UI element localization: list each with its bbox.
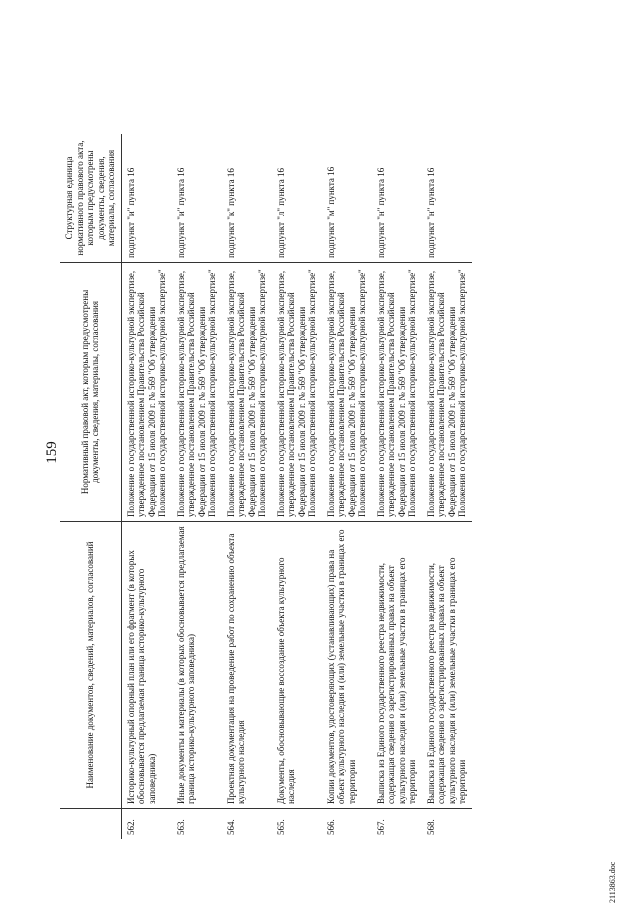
header-number (60, 809, 121, 840)
row-unit: подпункт "м" пункта 16 (322, 134, 372, 263)
row-act: Положение о государственной историко-культурной экспертизе, утвержденное постановлением Правительства Российской Федерации от 15 июля 2009 г. № 569 "Об утверждении Положения о государственной историко-культурной экспертизе" (121, 263, 172, 522)
row-unit: подпункт "к" пункта 16 (222, 134, 272, 263)
table-row (172, 134, 222, 839)
row-act: Положение о государственной историко-культурной экспертизе, утвержденное постановлением Правительства Российской Федерации от 15 июля 2009 г. № 569 "Об утверждении Положения о государственной историко-культурной экспертизе" (422, 263, 472, 522)
page-number: 159 (44, 441, 60, 464)
table-row (322, 134, 372, 839)
row-act: Положение о государственной историко-культурной экспертизе, утвержденное постановлением Правительства Российской Федерации от 15 июля 2009 г. № 569 "Об утверждении Положения о государственной историко-культурной экспертизе" (372, 263, 422, 522)
table-header-row (60, 134, 121, 839)
row-name: Документы, обосновывающие воссоздание объекта культурного наследия (272, 522, 322, 809)
row-number: 562. (125, 819, 136, 835)
row-number: 567. (375, 819, 386, 835)
table-row (121, 134, 172, 839)
row-unit: подпункт "л" пункта 16 (272, 134, 322, 263)
table-row (422, 134, 472, 839)
row-name: Выписка из Единого государственного реестра недвижимости, содержащая сведения о зарегистрированных правах на объект культурного наследия и (или) земельные участки в границах его территории (372, 522, 422, 809)
row-number: 566. (325, 819, 336, 835)
row-name: Копии документов, удостоверяющих (устанавливающих) права на объект культурного наследия и (или) земельные участки в границах его территории (322, 522, 372, 809)
row-name: Проектная документация на проведение работ по сохранению объекта культурного наследия (222, 522, 272, 809)
row-number: 563. (175, 819, 186, 835)
row-unit: подпункт "и" пункта 16 (172, 134, 222, 263)
header-act: Нормативный правовой акт, которым предусмотрены документы, сведения, материалы, согласования (60, 263, 121, 522)
footer-filename: 2113863.doc (608, 861, 617, 903)
row-act: Положение о государственной историко-культурной экспертизе, утвержденное постановлением Правительства Российской Федерации от 15 июля 2009 г. № 569 "Об утверждении Положения о государственной историко-культурной экспертизе" (322, 263, 372, 522)
row-name: Иные документы и материалы (в которых обосновывается предлагаемая граница историко-культурного заповедника) (172, 522, 222, 809)
row-unit: подпункт "н" пункта 16 (422, 134, 472, 263)
row-act: Положение о государственной историко-культурной экспертизе, утвержденное постановлением Правительства Российской Федерации от 15 июля 2009 г. № 569 "Об утверждении Положения о государственной историко-культурной экспертизе" (172, 263, 222, 522)
row-act: Положение о государственной историко-культурной экспертизе, утвержденное постановлением Правительства Российской Федерации от 15 июля 2009 г. № 569 "Об утверждении Положения о государственной историко-культурной экспертизе" (222, 263, 272, 522)
header-name: Наименование документов, сведений, материалов, согласований (60, 522, 121, 809)
row-unit: подпункт "и" пункта 16 (121, 134, 172, 263)
table-row (272, 134, 322, 839)
documents-table (60, 134, 472, 839)
header-unit: Структурная единица нормативного правового акта, которым предусмотрены документы, сведения, материалы, согласования (60, 134, 121, 263)
row-unit: подпункт "н" пункта 16 (372, 134, 422, 263)
row-number: 564. (225, 819, 236, 835)
table-row (222, 134, 272, 839)
row-name: Историко-культурный опорный план или его фрагмент (в которых обосновывается предлагаемая граница историко-культурного заповедника) (121, 522, 172, 809)
row-number: 565. (275, 819, 286, 835)
row-act: Положение о государственной историко-культурной экспертизе, утвержденное постановлением Правительства Российской Федерации от 15 июля 2009 г. № 569 "Об утверждении Положения о государственной историко-культурной экспертизе" (272, 263, 322, 522)
row-name: Выписка из Единого государственного реестра недвижимости, содержащая сведения о зарегистрированных правах на объект культурного наследия и (или) земельные участки в границах его территории (422, 522, 472, 809)
table-row (372, 134, 422, 839)
row-number: 568. (425, 819, 436, 835)
